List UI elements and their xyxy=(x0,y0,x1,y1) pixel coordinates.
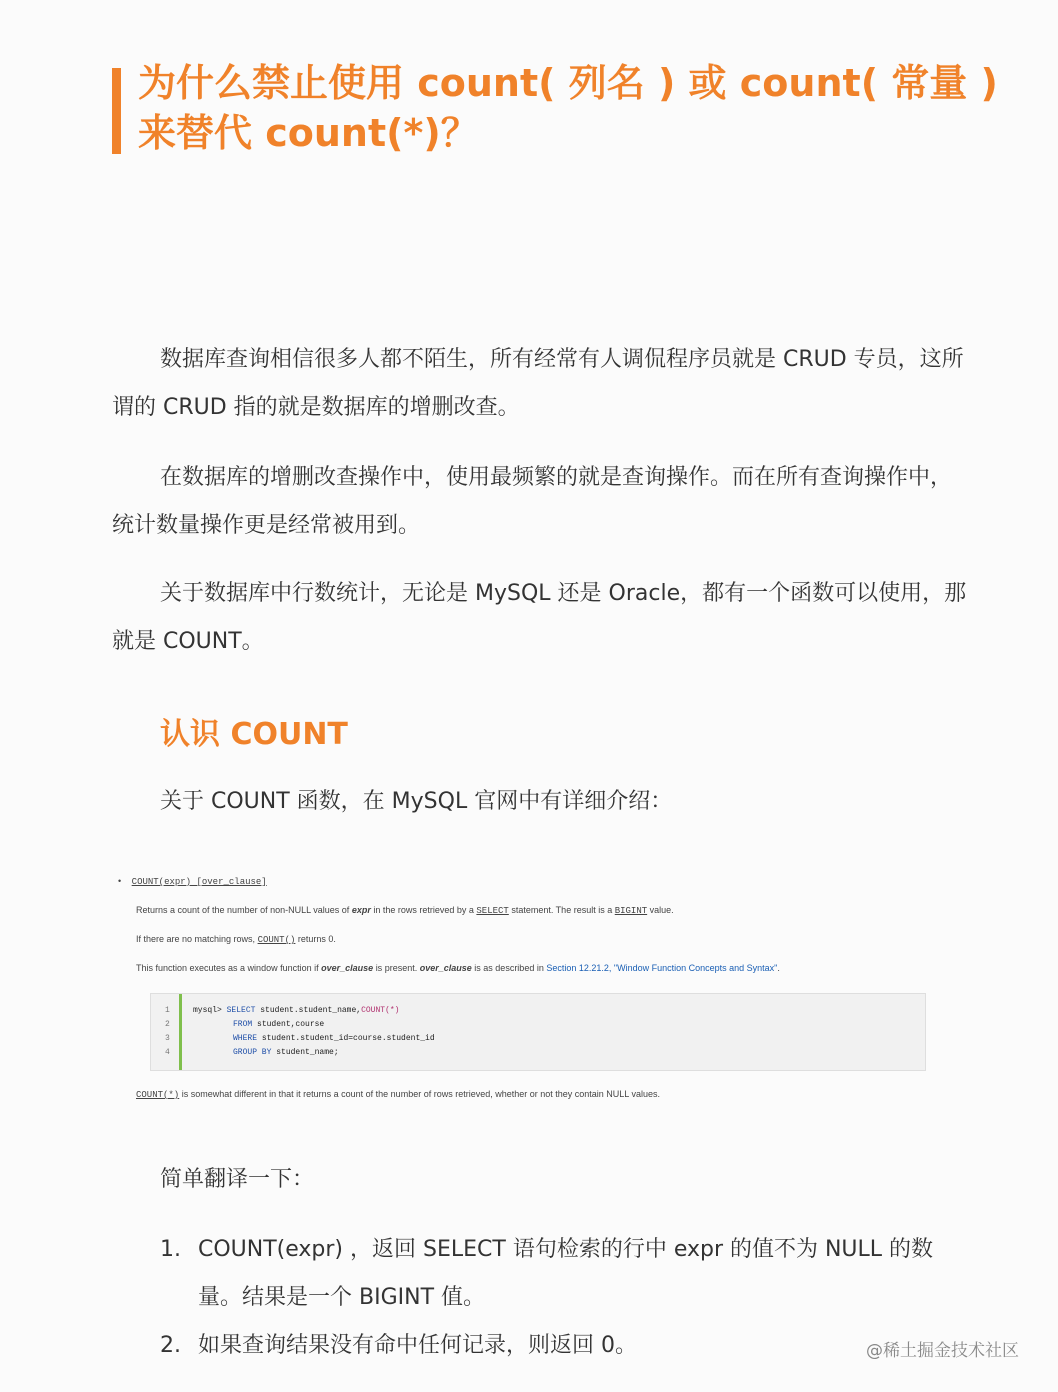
code-line-3: WHERE student.student_id=course.student_id xyxy=(233,1034,435,1043)
count-link[interactable]: COUNT() xyxy=(257,935,296,945)
function-signature xyxy=(118,876,267,887)
list-item xyxy=(160,1226,972,1322)
code-line-4: GROUP BY student_name; xyxy=(233,1048,339,1057)
page-title: 为什么禁止使用 count( 列名 ) 或 count( 常量 ) 来替代 count(*)？ xyxy=(138,61,998,155)
doc-line-3: This function executes as a window function if over_clause is present. over_clause is as described in Section 12.21.2, "Window Function Concepts and Syntax". xyxy=(136,963,780,973)
section-heading: 认识 COUNT xyxy=(160,717,348,752)
title-accent-bar xyxy=(112,68,121,154)
code-line-2: FROM student,course xyxy=(233,1020,325,1029)
intro-paragraph-3: 关于数据库中行数统计，无论是 MySQL 还是 Oracle，都有一个函数可以使用，那就是 COUNT。 xyxy=(112,581,967,654)
line-number: 1 xyxy=(165,1006,170,1015)
intro-paragraph-1: 数据库查询相信很多人都不陌生，所有经常有人调侃程序员就是 CRUD 专员，这所谓的 CRUD 指的就是数据库的增删改查。 xyxy=(112,347,964,420)
count-star-link[interactable]: COUNT(*) xyxy=(136,1090,180,1100)
doc-footer-line: COUNT(*) is somewhat different in that it returns a count of the number of rows retrieved, whether or not they contain NULL values. xyxy=(136,1089,660,1100)
section-intro: 关于 COUNT 函数，在 MySQL 官网中有详细介绍： xyxy=(160,789,673,814)
signature-code[interactable]: COUNT(expr) [over_clause] xyxy=(131,877,267,887)
select-link[interactable]: SELECT xyxy=(476,906,509,916)
line-number: 2 xyxy=(165,1020,170,1029)
intro-paragraph-2: 在数据库的增删改查操作中，使用最频繁的就是查询操作。而在所有查询操作中，统计数量操作更是经常被用到。 xyxy=(112,465,953,538)
doc-line-1: Returns a count of the number of non-NULL values of expr in the rows retrieved by a SELECT statement. The result is a BIGINT value. xyxy=(136,905,674,916)
code-example xyxy=(150,993,926,1071)
list-item xyxy=(160,1322,972,1370)
doc-line-2: If there are no matching rows, COUNT() returns 0. xyxy=(136,934,336,945)
translate-intro: 简单翻译一下： xyxy=(160,1167,315,1192)
line-number: 3 xyxy=(165,1034,170,1043)
window-function-link[interactable]: Section 12.21.2, "Window Function Concepts and Syntax" xyxy=(546,963,778,973)
watermark: @稀土掘金技术社区 xyxy=(866,1341,1019,1361)
code-line-1: mysql> SELECT student.student_name,COUNT(*) xyxy=(193,1006,400,1015)
list-text: 如果查询结果没有命中任何记录，则返回 0。 xyxy=(198,1333,637,1358)
bigint-link[interactable]: BIGINT xyxy=(614,906,648,916)
line-number: 4 xyxy=(165,1048,170,1057)
list-number: 2. xyxy=(160,1333,181,1358)
list-text: COUNT(expr) ，返回 SELECT 语句检索的行中 expr 的值不为 NULL 的数量。结果是一个 BIGINT 值。 xyxy=(198,1237,934,1310)
bullet-icon: • xyxy=(118,876,122,886)
list-number: 1. xyxy=(160,1237,181,1262)
